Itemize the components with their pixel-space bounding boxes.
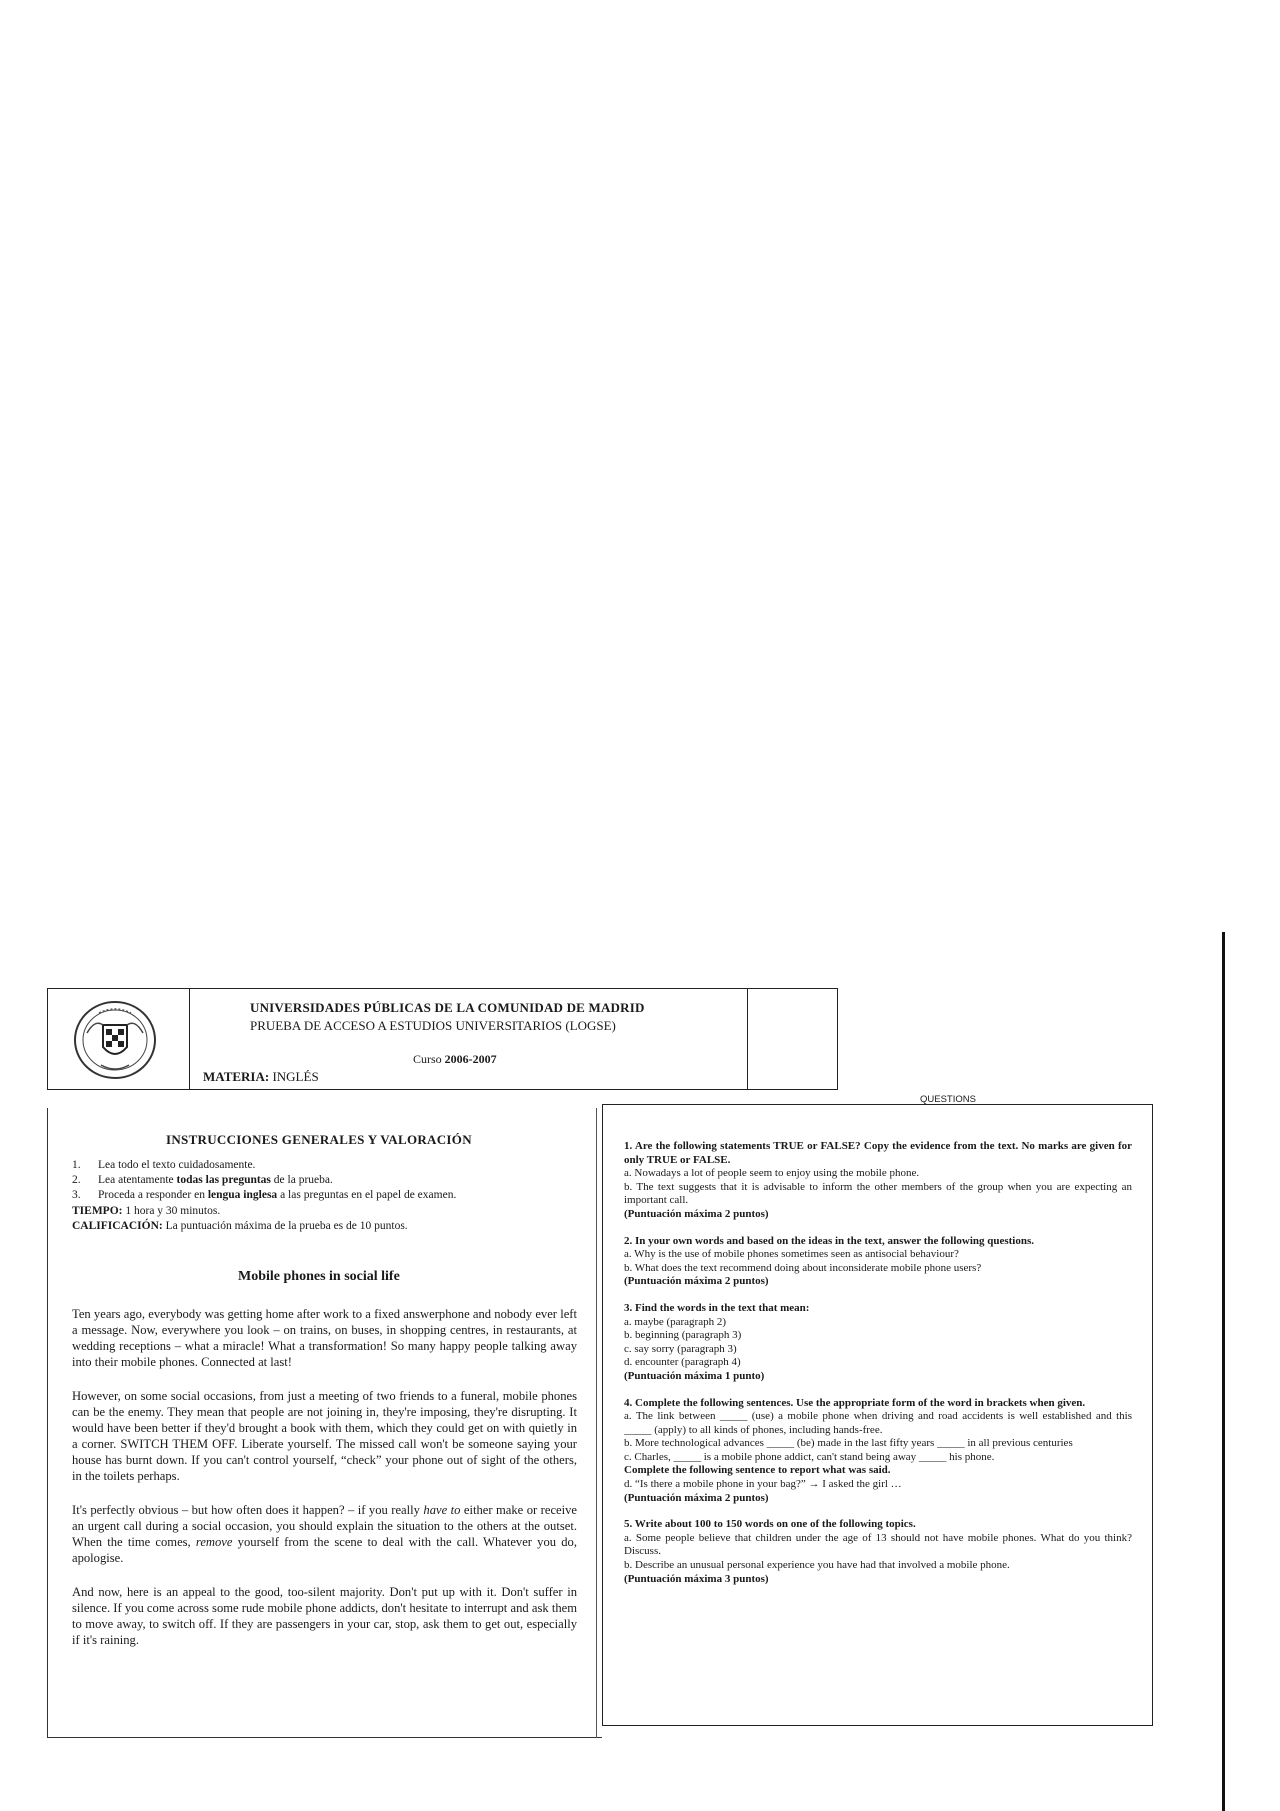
instructions — [72, 1158, 572, 1234]
question-5: 5. Write about 100 to 150 words on one of the following topics. a. Some people believe that children under the age of 13 should not have mobile phones. What do you think? Discuss. b. Describe an unusual personal experience you have had that involved a mobile phone. (Puntuación máxima 3 puntos) — [624, 1518, 1132, 1585]
article-paragraph: However, on some social occasions, from just a meeting of two friends to a funeral, mobile phones can be the enemy. They mean that people are not joining in, they're imposing, they're disrupting. It would have been better if they'd brought a book with them, which they could get on with quietly in a corner. SWITCH THEM OFF. Liberate yourself. The missed call won't be someone saying your house has burnt down. If you can't control yourself, “check” your phone out of sight of the others, in the toilets perhaps. — [72, 1389, 577, 1483]
instruction-item: 2. Lea atentamente todas las preguntas de la prueba. — [72, 1174, 333, 1187]
header-divider-left — [189, 989, 190, 1089]
questions-list — [624, 1140, 1132, 1599]
article-paragraph: Ten years ago, everybody was getting home after work to a fixed answerphone and nobody ever left a message. Now, everywhere you look – on trains, on buses, in shopping centres, in restaurants, at wedding receptions – what a miracle! What a transformation! So many happy people talking away into their mobile phones. Connected at last! — [72, 1307, 577, 1369]
article-title: Mobile phones in social life — [238, 1269, 400, 1284]
article-text — [72, 1306, 577, 1666]
instructions-title: INSTRUCCIONES GENERALES Y VALORACIÓN — [166, 1132, 472, 1147]
question-1: 1. Are the following statements TRUE or FALSE? Copy the evidence from the text. No marks are given for only TRUE or FALSE. a. Nowadays a lot of people seem to enjoy using the mobile phone. b. The text suggests that it is advisable to inform the other members of the group when you are expecting an important call. (Puntuación máxima 2 puntos) — [624, 1140, 1132, 1220]
course-year: Curso 2006-2007 — [413, 1052, 497, 1066]
header-divider-right — [747, 989, 748, 1089]
exam-header — [47, 988, 838, 1090]
grade-line: CALIFICACIÓN: La puntuación máxima de la prueba es de 10 puntos. — [72, 1219, 408, 1232]
question-2: 2. In your own words and based on the ideas in the text, answer the following questions. a. Why is the use of mobile phones sometimes seen as antisocial behaviour? b. What does the text recommend doing about inconsiderate mobile phone users? (Puntuación máxima 2 puntos) — [624, 1234, 1035, 1288]
article-paragraph: It's perfectly obvious – but how often does it happen? – if you really have to either make or receive an urgent call during a social occasion, you should explain the situation to the others at the outset. When the time comes, remove yourself from the scene to deal with the call. Whatever you do, apologise. — [72, 1503, 578, 1565]
article-paragraph: And now, here is an appeal to the good, too-silent majority. Don't put up with it. Don't suffer in silence. If you come across some rude mobile phone addicts, don't hesitate to interrupt and ask them to move away, to switch off. If they are passengers in your car, stop, ask them to get out, especially if it's raining. — [72, 1585, 577, 1647]
scan-page-edge — [1222, 932, 1225, 1811]
time-line: TIEMPO: 1 hora y 30 minutos. — [72, 1204, 221, 1217]
questions-label: QUESTIONS — [920, 1094, 976, 1105]
question-4: 4. Complete the following sentences. Use the appropriate form of the word in brackets when given. a. The link between _____ (use) a mobile phone when driving and road accidents is well established and this _____ (apply) to all kinds of phones, including hands-free. b. More technological advances _____ (be) made in the last fifty years _____ in all previous centuries c. Charles, _____ is a mobile phone addict, can't stand being away _____ his phone. Complete the following sentence to report what was said. d. “Is there a mobile phone in your bag?” → I asked the girl … (Puntuación máxima 2 puntos) — [624, 1396, 1132, 1504]
university-title: UNIVERSIDADES PÚBLICAS DE LA COMUNIDAD DE MADRID — [250, 1000, 645, 1015]
subject: MATERIA: INGLÉS — [203, 1069, 319, 1084]
column-rule — [596, 1108, 597, 1738]
instruction-item: 1. Lea todo el texto cuidadosamente. — [72, 1159, 256, 1171]
instruction-item: 3. Proceda a responder en lengua inglesa a las preguntas en el papel de examen. — [72, 1189, 457, 1202]
question-3: 3. Find the words in the text that mean: a. maybe (paragraph 2) b. beginning (paragraph 3) c. say sorry (paragraph 3) d. encounter (paragraph 4) (Puntuación máxima 1 punto) — [624, 1301, 810, 1382]
exam-name: PRUEBA DE ACCESO A ESTUDIOS UNIVERSITARIOS (LOGSE) — [250, 1018, 616, 1033]
university-seal-icon — [73, 999, 158, 1081]
